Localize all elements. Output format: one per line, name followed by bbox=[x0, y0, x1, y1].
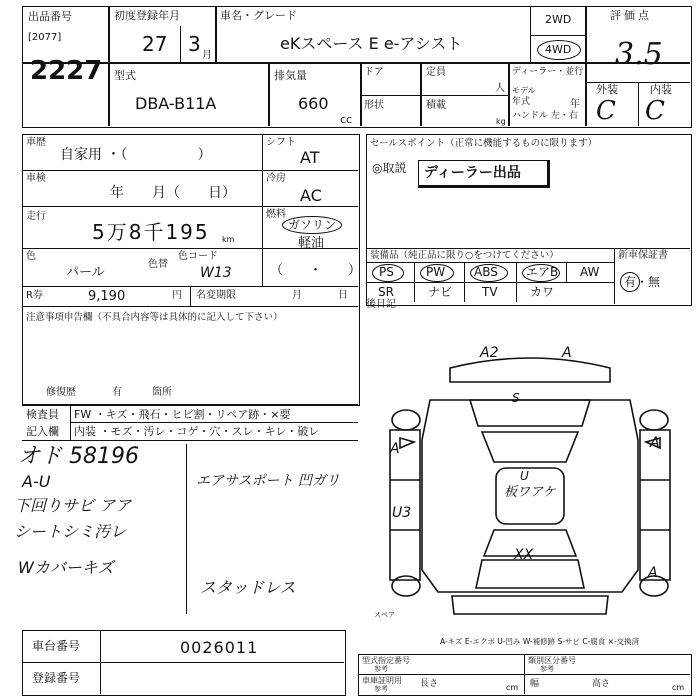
mileage-value: 5万8千195 bbox=[92, 220, 210, 244]
mileage-unit: km bbox=[222, 235, 235, 244]
sales-points-item1: ◎取説 bbox=[372, 161, 407, 175]
footer-note-label: 後日記 bbox=[366, 299, 396, 310]
lot-code: [2077] bbox=[28, 32, 62, 43]
equipment-aw: AW bbox=[580, 265, 600, 279]
shift-value: AT bbox=[300, 148, 320, 167]
chassis-value: 0026011 bbox=[180, 638, 259, 657]
lot-number: 2227 bbox=[30, 56, 103, 86]
top-frame bbox=[22, 6, 692, 128]
warranty-value: 有・無 bbox=[624, 275, 661, 289]
expiry-label: 名変期限 bbox=[196, 290, 236, 301]
note-airsus: エアサスポート 凹ガリ bbox=[196, 473, 340, 489]
repair-label: 修復歴 bbox=[46, 387, 76, 398]
repair-place-label: 箇所 bbox=[152, 387, 172, 398]
usage-value: 自家用 ・（ ） bbox=[60, 147, 212, 163]
mark-spare: スペア bbox=[374, 611, 395, 619]
category-width: 幅 bbox=[530, 679, 540, 689]
equipment-navi: ナビ bbox=[428, 285, 453, 299]
interior-label: 内装 bbox=[650, 83, 672, 96]
notes-label: 注意事項申告欄（不具合内容等は具体的に記入して下さい） bbox=[26, 312, 283, 323]
plate-label: 登録番号 bbox=[32, 671, 81, 685]
note-studless: スタッドレス bbox=[200, 578, 296, 597]
inspector-label-1: 検査員 bbox=[26, 408, 59, 421]
mark-plate-rust: 板ワアケ bbox=[504, 485, 556, 500]
registration-label: 初度登録年月 bbox=[114, 9, 180, 22]
dealer-model-label: モデル bbox=[512, 86, 536, 95]
registration-year: 27 bbox=[142, 32, 168, 56]
expiry-day-unit: 日 bbox=[338, 290, 348, 301]
designation-length: 長さ bbox=[420, 679, 439, 689]
equipment-sr: SR bbox=[378, 285, 394, 299]
color-code-value: W13 bbox=[200, 265, 232, 281]
warranty-label: 新車保証書 bbox=[618, 250, 668, 261]
mark-a-left: A bbox=[390, 441, 400, 457]
dealer-year-unit: 年 bbox=[570, 99, 580, 110]
grade-score-label: 評価点 bbox=[610, 9, 652, 22]
equipment-leather: カワ bbox=[530, 285, 555, 299]
fuel-alt: 軽油 bbox=[298, 236, 325, 251]
dealer-year-label: 年式 bbox=[512, 97, 531, 107]
drive-4wd: 4WD bbox=[545, 43, 572, 56]
inspector-row-2: 内装 ・モズ・汚レ・コゲ・穴・スレ・キレ・破レ bbox=[74, 425, 320, 438]
fuel-label: 燃料 bbox=[266, 209, 286, 220]
fuel-value: ガソリン bbox=[288, 218, 337, 232]
engine-label: 排気量 bbox=[274, 69, 307, 82]
car-diagram bbox=[370, 330, 690, 630]
legend-text: A-キズ E-エクボ U-凹み W-補修跡 S-サビ C-腐食 ×-交換済 bbox=[440, 637, 640, 646]
aircon-value: AC bbox=[300, 186, 322, 205]
inspector-label-2: 記入欄 bbox=[26, 425, 59, 438]
category-label-1: 類別区分番号 bbox=[528, 656, 576, 665]
equipment-tv: TV bbox=[482, 285, 498, 299]
mark-u: U bbox=[520, 469, 529, 483]
dealer-handle-label: ハンドル 左・右 bbox=[512, 111, 578, 121]
mileage-label: 走行 bbox=[26, 211, 46, 222]
grade-score-value: 3.5 bbox=[615, 37, 663, 72]
category-unit: cm bbox=[672, 683, 685, 692]
note-odo: オド 58196 bbox=[18, 444, 139, 469]
registration-month: 3 bbox=[188, 32, 201, 56]
engine-value: 660 bbox=[298, 94, 329, 113]
repair-value: 有 bbox=[112, 387, 122, 398]
color-label: 色 bbox=[26, 251, 36, 262]
category-height: 高さ bbox=[592, 679, 611, 689]
exterior-label: 外装 bbox=[596, 83, 618, 96]
type-value: DBA-B11A bbox=[135, 94, 217, 113]
mark-u3: U3 bbox=[392, 505, 412, 521]
capacity-label: 定員 bbox=[426, 67, 446, 78]
inspection-value: 年 月（ 日） bbox=[110, 185, 236, 201]
category-label-2: 参考 bbox=[540, 665, 554, 673]
equipment-ps: PS bbox=[379, 265, 394, 279]
designation-label-1: 型式指定番号 bbox=[362, 656, 410, 665]
designation-label-2: 参考 bbox=[374, 665, 388, 673]
equipment-abs: ABS bbox=[474, 265, 498, 279]
interior-grade: C bbox=[645, 96, 665, 126]
aircon-label: 冷房 bbox=[266, 173, 286, 184]
door-label: ドア bbox=[364, 67, 384, 78]
load-label: 積載 bbox=[426, 100, 446, 111]
type-label: 型式 bbox=[114, 69, 136, 82]
dealer-label: ディーラー・並行 bbox=[512, 67, 584, 77]
mark-a-right: A bbox=[650, 435, 660, 451]
mark-a-front: A bbox=[562, 345, 572, 361]
model-name-label: 車名・グレード bbox=[220, 9, 297, 22]
mark-a-rear: A bbox=[648, 565, 658, 581]
recycle-unit: 円 bbox=[172, 290, 182, 301]
mark-s: S bbox=[512, 391, 520, 405]
designation-label-3: 車庫証明用 bbox=[362, 676, 402, 685]
sales-points-label: セールスポイント（正常に機能するものに限ります） bbox=[370, 138, 598, 149]
lot-label: 出品番号 bbox=[28, 10, 72, 23]
color-paren: （ ・ ） bbox=[270, 263, 362, 278]
inspection-label: 車検 bbox=[26, 173, 46, 184]
inspector-row-1: FW ・キズ・飛石・ヒビ割・リペア跡・×要 bbox=[74, 408, 291, 421]
capacity-unit: 人 bbox=[495, 83, 505, 94]
color-code-label: 色コード bbox=[178, 251, 218, 262]
recycle-value: 9,190 bbox=[88, 289, 126, 304]
mark-a2: A2 bbox=[480, 345, 499, 361]
expiry-month-unit: 月 bbox=[292, 290, 302, 301]
note-seat-stain: シートシミ汚レ bbox=[14, 522, 127, 541]
model-name-value: eKスペース E e-アシスト bbox=[280, 34, 463, 53]
note-underbody: 下回りサビ アア bbox=[14, 496, 132, 515]
note-wheelcover: Wカバーキズ bbox=[18, 558, 114, 577]
color-value: パール bbox=[66, 265, 105, 280]
designation-label-4: 参考 bbox=[374, 685, 388, 693]
equipment-pw: PW bbox=[426, 265, 446, 279]
color-change-label: 色替 bbox=[148, 259, 168, 270]
load-unit: kg bbox=[496, 117, 506, 126]
note-a-u: A-U bbox=[22, 472, 51, 491]
shift-label: シフト bbox=[266, 137, 296, 148]
equipment-airbag: エアB bbox=[526, 265, 559, 279]
recycle-label: R券 bbox=[26, 290, 43, 301]
shape-label: 形状 bbox=[364, 100, 384, 111]
usage-label: 車歴 bbox=[26, 137, 46, 148]
designation-unit: cm bbox=[506, 683, 519, 692]
chassis-label: 車台番号 bbox=[32, 639, 81, 653]
registration-month-unit: 月 bbox=[202, 50, 212, 61]
drive-2wd: 2WD bbox=[545, 13, 572, 26]
equipment-label: 装備品（純正品に限り○をつけてください） bbox=[370, 250, 559, 261]
sales-points-item2: ディーラー出品 bbox=[424, 165, 521, 181]
exterior-grade: C bbox=[596, 96, 616, 126]
mark-xx: XX bbox=[514, 547, 534, 563]
engine-unit: cc bbox=[340, 113, 353, 126]
